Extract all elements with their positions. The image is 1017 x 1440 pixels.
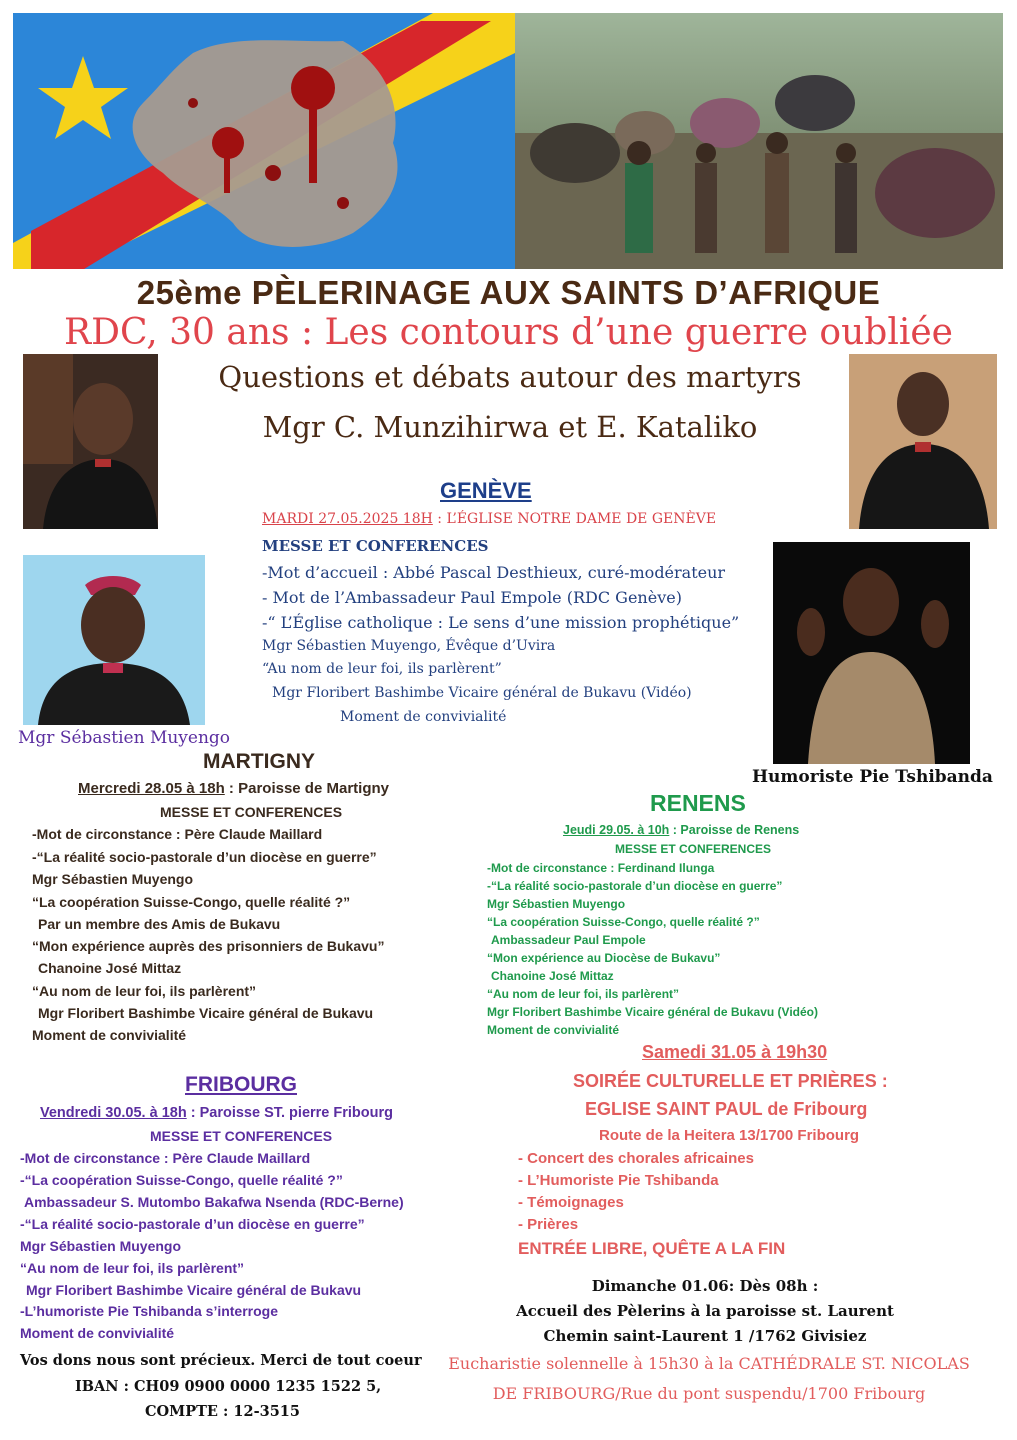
soiree-title: SOIRÉE CULTURELLE ET PRIÈRES : (573, 1071, 888, 1091)
refugees-photo (515, 13, 1003, 269)
martigny-date-line (78, 780, 389, 797)
renens-line: “Au nom de leur foi, ils parlèrent” (487, 987, 680, 1001)
geneve-line: Mgr Floribert Bashimbe Vicaire général de Bukavu (Vidéo) (272, 685, 692, 701)
dimanche-line-5: DE FRIBOURG/Rue du pont suspendu/1700 Fribourg (492, 1384, 926, 1403)
fribourg-line: -Mot de circonstance : Père Claude Maillard (20, 1150, 311, 1166)
martigny-line: Mgr Sébastien Muyengo (32, 871, 194, 887)
renens-line: “La coopération Suisse-Congo, quelle réalité ?” (487, 915, 760, 929)
soiree-date: Samedi 31.05 à 19h30 (642, 1042, 828, 1062)
renens-line: -Mot de circonstance : Ferdinand Ilunga (487, 861, 715, 875)
soiree-address: Route de la Heitera 13/1700 Fribourg (599, 1127, 860, 1144)
portrait-kataliko-illustration (849, 354, 997, 529)
geneve-date: MARDI 27.05.2025 18H (262, 511, 433, 527)
martigny-place: : Paroisse de Martigny (224, 780, 389, 797)
fribourg-line: -L’humoriste Pie Tshibanda s’interroge (20, 1303, 279, 1319)
dimanche-line-4: Eucharistie solennelle à 15h30 à la CATHÉDRALE ST. NICOLAS (448, 1354, 970, 1373)
caption-humoriste: Humoriste Pie Tshibanda (752, 767, 993, 787)
renens-date-line (563, 823, 799, 837)
renens-line: “Mon expérience au Diocèse de Bukavu” (487, 951, 721, 965)
renens-line: Moment de convivialité (487, 1023, 620, 1037)
dimanche-line-2: Accueil des Pèlerins à la paroisse st. Laurent (516, 1302, 894, 1320)
portrait-munzihirwa-illustration (23, 354, 158, 529)
fribourg-date: Vendredi 30.05. à 18h (40, 1105, 187, 1121)
fribourg-place: : Paroisse ST. pierre Fribourg (186, 1105, 393, 1121)
fribourg-line: Mgr Sébastien Muyengo (20, 1238, 182, 1254)
portrait-muyengo (23, 555, 205, 725)
renens-line: Ambassadeur Paul Empole (491, 933, 646, 947)
portrait-kataliko (849, 354, 997, 529)
renens-city: RENENS (650, 790, 746, 816)
soiree-entry: ENTRÉE LIBRE, QUÊTE A LA FIN (518, 1239, 786, 1258)
soiree-item: - Témoignages (518, 1194, 624, 1211)
geneve-line: Mgr Sébastien Muyengo, Évêque d’Uvira (262, 638, 556, 654)
question-line-2: Mgr C. Munzihirwa et E. Kataliko (262, 410, 758, 444)
donations-compte: COMPTE : 12-3515 (145, 1403, 300, 1420)
geneve-line: -“ L’Église catholique : Le sens d’une mission prophétique” (262, 613, 740, 632)
geneve-date-line (262, 511, 716, 527)
martigny-line: “La coopération Suisse-Congo, quelle réalité ?” (32, 894, 351, 910)
geneve-line: “Au nom de leur foi, ils parlèrent” (262, 661, 502, 677)
fribourg-line: Moment de convivialité (20, 1325, 175, 1341)
soiree-item: - Prières (518, 1216, 579, 1233)
subtitle: RDC, 30 ans : Les contours d’une guerre oubliée (64, 312, 953, 353)
renens-line: -“La réalité socio-pastorale d’un diocèse en guerre” (487, 879, 783, 893)
martigny-line: Chanoine José Mittaz (38, 960, 182, 976)
question-line-1: Questions et débats autour des martyrs (218, 360, 802, 394)
fribourg-line: Mgr Floribert Bashimbe Vicaire général de Bukavu (26, 1282, 362, 1298)
refugees-crowd-illustration (515, 13, 1003, 269)
geneve-city: GENÈVE (440, 478, 532, 503)
dimanche-line-3: Chemin saint-Laurent 1 /1762 Givisiez (543, 1327, 867, 1345)
martigny-city: MARTIGNY (203, 750, 315, 773)
martigny-line: Mgr Floribert Bashimbe Vicaire général de Bukavu (38, 1005, 374, 1021)
renens-line: Mgr Sébastien Muyengo (487, 897, 626, 911)
geneve-line: MESSE ET CONFERENCES (262, 537, 489, 555)
portrait-muyengo-illustration (23, 555, 205, 725)
caption-muyengo: Mgr Sébastien Muyengo (18, 728, 231, 748)
soiree-item: - L’Humoriste Pie Tshibanda (518, 1172, 719, 1189)
soiree-church: EGLISE SAINT PAUL de Fribourg (585, 1099, 868, 1119)
martigny-line: Moment de convivialité (32, 1027, 187, 1043)
renens-line: Mgr Floribert Bashimbe Vicaire général de Bukavu (Vidéo) (487, 1005, 818, 1019)
renens-date: Jeudi 29.05. à 10h (563, 823, 670, 837)
renens-line: Chanoine José Mittaz (491, 969, 614, 983)
fribourg-line: -“La coopération Suisse-Congo, quelle réalité ?” (20, 1172, 343, 1188)
martigny-date: Mercredi 28.05 à 18h (78, 780, 225, 797)
geneve-line: -Mot d’accueil : Abbé Pascal Desthieux, curé-modérateur (262, 563, 726, 582)
portrait-tshibanda (773, 542, 970, 764)
dimanche-line-1: Dimanche 01.06: Dès 08h : (591, 1277, 819, 1295)
portrait-munzihirwa (23, 354, 158, 529)
renens-line: MESSE ET CONFERENCES (615, 842, 772, 856)
geneve-place: : L’ÉGLISE NOTRE DAME DE GENÈVE (432, 511, 717, 527)
martigny-line: “Mon expérience auprès des prisonniers de Bukavu” (32, 938, 385, 954)
drc-flag-map-illustration (13, 13, 515, 269)
donations-line-1: Vos dons nous sont précieux. Merci de tout coeur (20, 1352, 422, 1369)
martigny-line: -“La réalité socio-pastorale d’un diocèse en guerre” (32, 849, 377, 865)
fribourg-line: “Au nom de leur foi, ils parlèrent” (20, 1260, 245, 1276)
fribourg-city: FRIBOURG (185, 1073, 297, 1096)
martigny-line: MESSE ET CONFERENCES (160, 804, 343, 820)
renens-place: : Paroisse de Renens (669, 823, 800, 837)
portrait-tshibanda-illustration (773, 542, 970, 764)
donations-iban: IBAN : CH09 0900 0000 1235 1522 5, (75, 1378, 382, 1395)
fribourg-line: MESSE ET CONFERENCES (150, 1128, 333, 1144)
martigny-line: “Au nom de leur foi, ils parlèrent” (32, 983, 257, 999)
soiree-item: - Concert des chorales africaines (518, 1150, 754, 1167)
fribourg-line: -“La réalité socio-pastorale d’un diocèse en guerre” (20, 1216, 365, 1232)
geneve-line: - Mot de l’Ambassadeur Paul Empole (RDC Genève) (262, 588, 682, 607)
martigny-line: Par un membre des Amis de Bukavu (38, 916, 281, 932)
fribourg-date-line (40, 1105, 393, 1121)
martigny-line: -Mot de circonstance : Père Claude Maillard (32, 826, 323, 842)
fribourg-line: Ambassadeur S. Mutombo Bakafwa Nsenda (RDC-Berne) (24, 1194, 404, 1210)
drc-flag-map-image (13, 13, 515, 269)
main-title: 25ème PÈLERINAGE AUX SAINTS D’AFRIQUE (136, 274, 881, 311)
geneve-line: Moment de convivialité (340, 709, 507, 725)
